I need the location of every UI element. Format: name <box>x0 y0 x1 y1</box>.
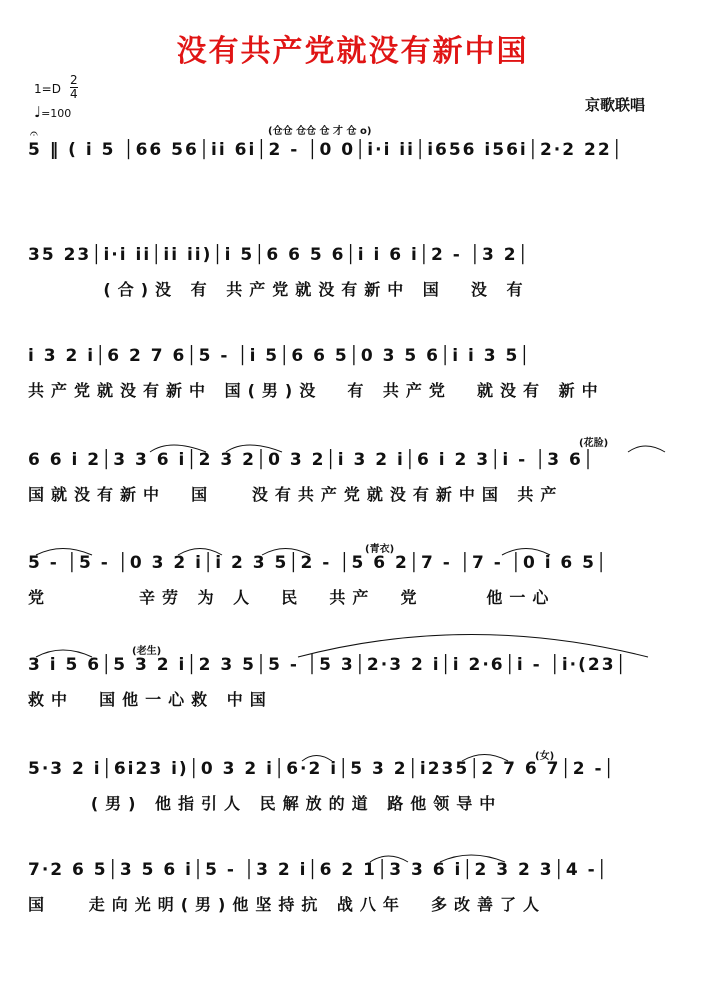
fermata-icon: 𝄐 <box>30 126 38 142</box>
time-signature-top: 2 <box>70 73 78 87</box>
notation-line: 5·3 2 i│6i23 i)│0 3 2 i│6·2 i│5 3 2│i235│2 7 6 7│2 -│ <box>28 759 616 779</box>
song-title: 没有共产党就没有新中国 <box>176 34 529 69</box>
time-signature <box>70 74 78 101</box>
lyrics-line: 共产党就没有新中 国(男)没 有 共产党 就没有 新中 <box>28 381 605 400</box>
credit-label: 京歌联唱 <box>584 96 645 114</box>
qingyi-annotation: (青衣) <box>365 544 395 555</box>
notation-line: 5 ‖ ( i 5 │66 56│ii 6i│2 - │0 0│i·i ii│i656 i56i│2·2 22│ <box>28 140 624 160</box>
lyrics-line <box>28 172 680 194</box>
lyrics-line: 国就没有新中 国 没有共产党就没有新中国 共产 <box>28 485 564 504</box>
notation-line: 7·2 6 5│3 5 6 i│5 - │3 2 i│6 2 1│3 3 6 i│2 3 2 3│4 -│ <box>28 860 609 880</box>
lyrics-line: 救中 国他一心救 中国 <box>28 690 273 709</box>
lyrics-line: (男) 他指引人 民解放的道 路他领导中 <box>28 794 503 813</box>
slur-mark <box>298 635 648 658</box>
tempo-value: =100 <box>41 107 72 120</box>
percussion-annotation: (仓仓 仓仓 仓 才 仓 o) <box>268 126 372 137</box>
notation-line: 35 23│i·i ii│ii ii)│i 5│6 6 5 6│i i 6 i│2 - │3 2│ <box>28 245 530 265</box>
notation-line: 3 i 5 6│5 3 2 i│2 3 5│5 - │5 3│2·3 2 i│i 2·6│i - │i·(23│ <box>28 655 628 675</box>
hualian-annotation: (花脸) <box>579 438 609 449</box>
notation-line: 5 - │5 - │0 3 2 i│i 2 3 5│2 - │5 6 2│7 - │7 - │0 i 6 5│ <box>28 553 609 573</box>
quarter-note-icon: ♩ <box>34 103 42 121</box>
laosheng-annotation: (老生) <box>132 646 162 657</box>
time-signature-bottom: 4 <box>70 87 78 101</box>
notation-line: 6 6 i 2│3 3 6 i│2 3 2│0 3 2│i 3 2 i│6 i 2 3│i - │3 6│ <box>28 450 596 470</box>
lyrics-line: 国 走向光明(男)他坚持抗 战八年 多改善了人 <box>28 895 547 914</box>
key-signature: 1=D <box>34 82 61 96</box>
lyrics-line: (合)没 有 共产党就没有新中 国 没 有 <box>28 280 530 299</box>
nv-annotation: (女) <box>535 751 555 762</box>
tempo-marking <box>34 103 71 121</box>
lyrics-line: 党 辛劳 为 人 民 共产 党 他一心 <box>28 588 556 607</box>
notation-line: i 3 2 i│6 2 7 6│5 - │i 5│6 6 5│0 3 5 6│i i 3 5│ <box>28 346 532 366</box>
